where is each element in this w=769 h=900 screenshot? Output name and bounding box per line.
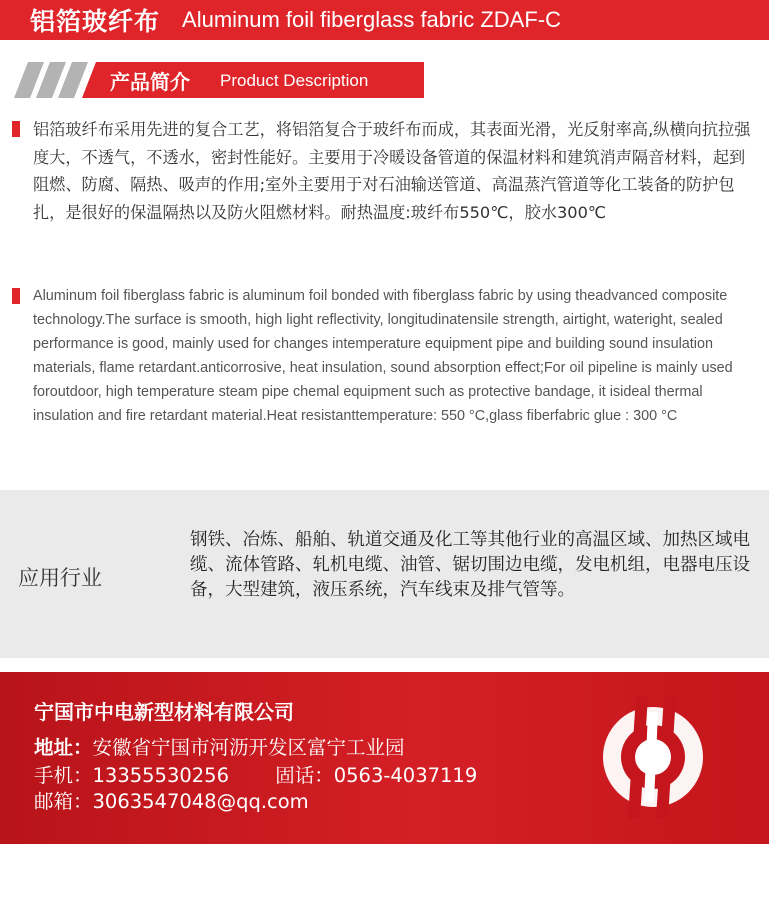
application-title: 应用行业 [18, 566, 102, 590]
section-title-cn: 产品简介 [110, 70, 190, 94]
section-header [14, 62, 424, 98]
section-title-en: Product Description [220, 71, 369, 90]
email-value[interactable]: 3063547048@qq.com [92, 790, 309, 813]
red-square-bullet-icon [12, 288, 20, 304]
product-title-cn: 铝箔玻纤布 [30, 7, 161, 36]
address-label: 地址： [34, 736, 93, 759]
tel-value[interactable]: 0563-4037119 [333, 764, 478, 787]
red-square-bullet-icon [12, 121, 20, 137]
address-value: 安徽省宁国市河沥开发区富宁工业园 [92, 736, 405, 759]
mobile-value[interactable]: 13355530256 [92, 764, 229, 787]
description-cn: 铝箔玻纤布采用先进的复合工艺，将铝箔复合于玻纤布而成，其表面光滑，光反射率高,纵横向抗拉强度大，不透气，不透水，密封性能好。主要用于冷暖设备管道的保温材料和建筑消声隔音材料，起到阻燃、防腐、隔热、吸声的作用;室外主要用于对石油输送管道、高温蒸汽管道等化工装备的防护包扎，是很好的保温隔热以及防火阻燃材料。耐热温度:玻纤布550℃，胶水300℃ [33, 120, 751, 222]
company-logo-icon [588, 692, 718, 822]
mobile-label: 手机： [34, 764, 93, 787]
email-line [34, 786, 309, 814]
address-line [34, 732, 405, 760]
product-title-en: Aluminum foil fiberglass fabric ZDAF-C [182, 7, 561, 32]
application-section [0, 490, 769, 658]
tel-label: 固话： [275, 764, 334, 787]
company-footer [0, 672, 769, 844]
top-banner [0, 0, 769, 40]
company-name: 宁国市中电新型材料有限公司 [34, 700, 294, 724]
application-text: 钢铁、冶炼、船舶、轨道交通及化工等其他行业的高温区域、加热区域电缆、流体管路、轧机电缆、油管、锯切围边电缆，发电机组，电器电压设备，大型建筑，液压系统，汽车线束及排气管等。 [190, 530, 750, 600]
phone-line [34, 760, 477, 788]
description-en: Aluminum foil fiberglass fabric is aluminum foil bonded with fiberglass fabric by using theadvanced composite technology.The surface is smooth, high light reflectivity, longitudinatensile strength, airtight, wateright, sealed performance is good, mainly used for changes intemperature equipment pipe and building sound insulation materials, flame retardant.anticorrosive, heat insulation, sound absorption effect;For oil pipeline is mainly used foroutdoor, high temperature steam pipe chemal equipment such as protective bandage, it isideal thermal insulation and fire retardant material.Heat resistanttemperature: 550 °C,glass fiberfabric glue : 300 °C [33, 288, 733, 424]
email-label: 邮箱： [34, 790, 93, 813]
